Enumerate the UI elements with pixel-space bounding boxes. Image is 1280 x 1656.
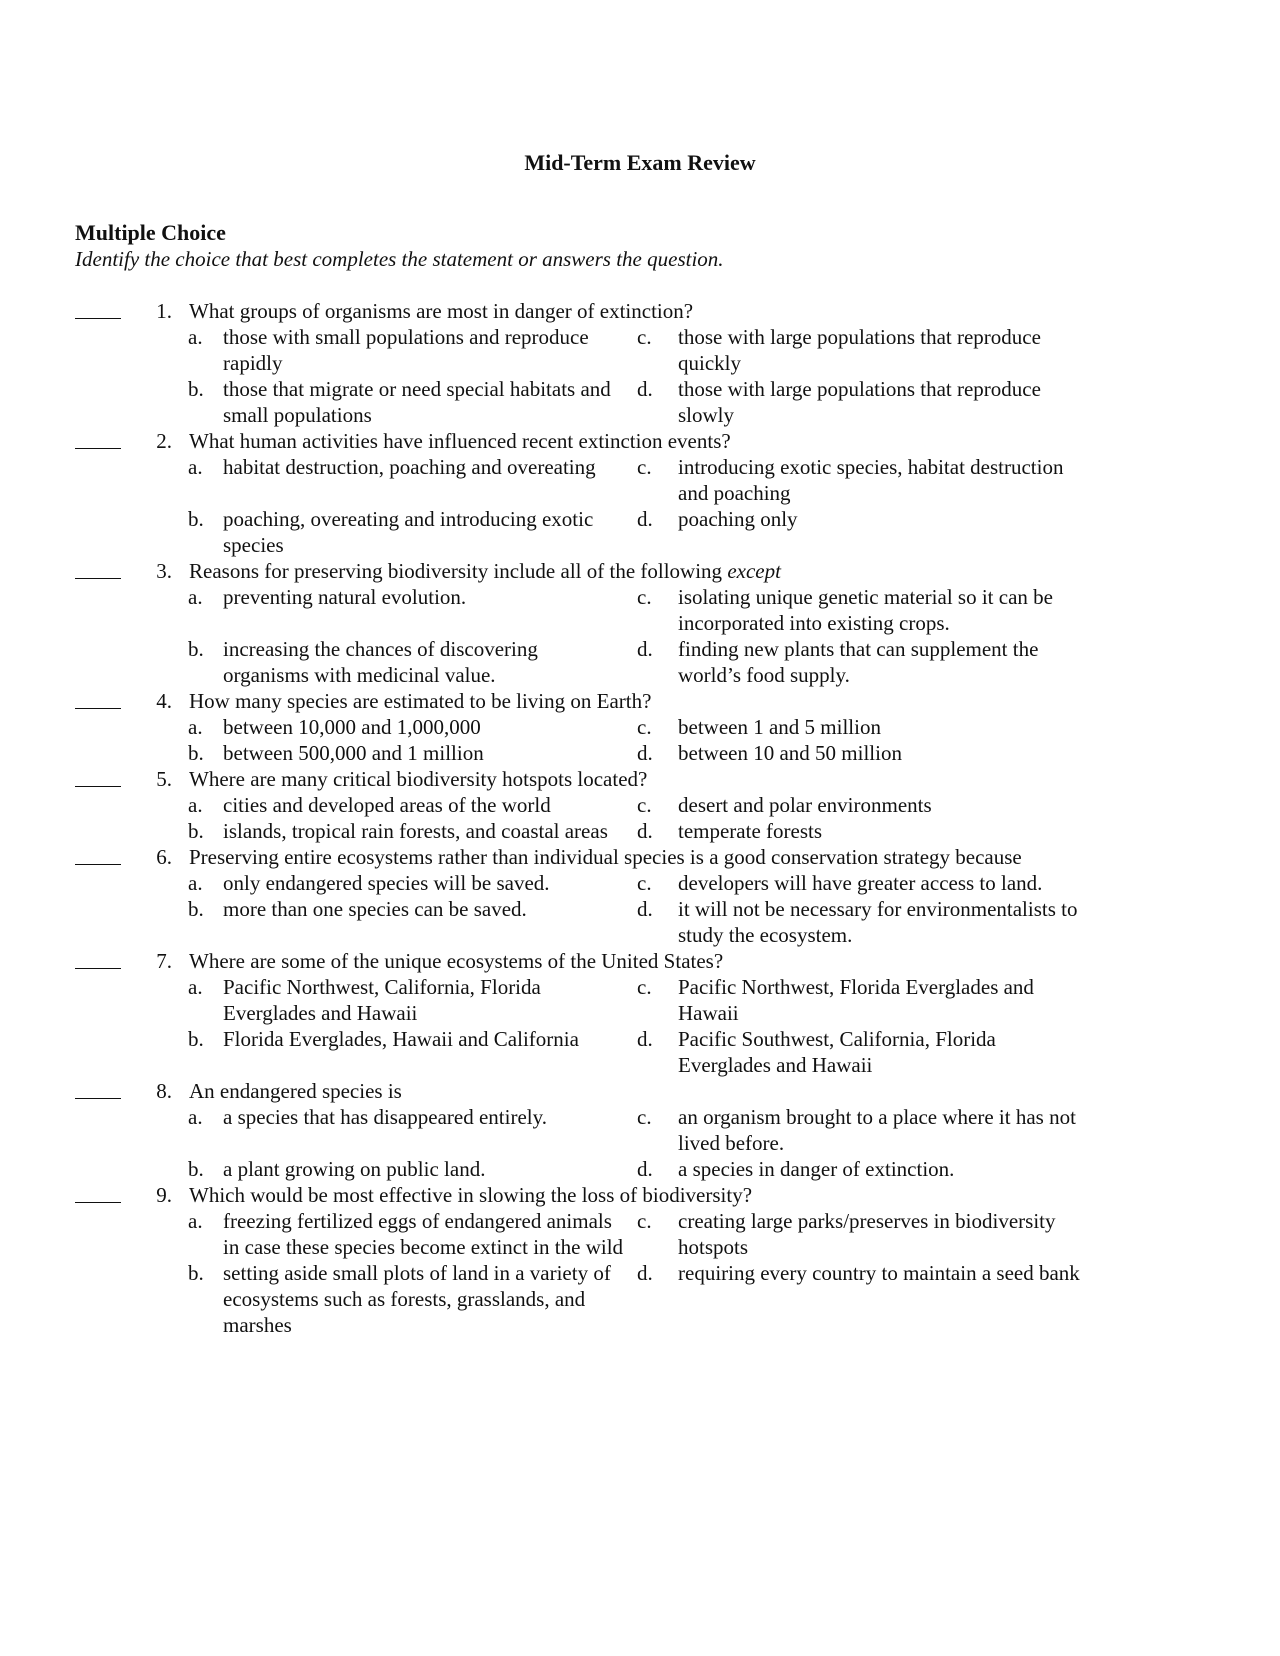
- answer-options: [188, 870, 1280, 948]
- option-text: requiring every country to maintain a seed bank: [678, 1261, 1080, 1285]
- option-letter: b.: [188, 819, 204, 843]
- question-number: 2.: [156, 429, 172, 453]
- option-text: a species in danger of extinction.: [678, 1157, 955, 1181]
- question-header: [0, 766, 1280, 792]
- option-letter: a.: [188, 585, 203, 609]
- option-text: desert and polar environments: [678, 793, 932, 817]
- answer-options: [188, 714, 1280, 766]
- option-text: freezing fertilized eggs of endangered animals in case these species become extinct in the wild: [223, 1209, 624, 1259]
- option-letter: b.: [188, 1157, 204, 1181]
- question-text: [189, 1182, 752, 1208]
- option-text: those with large populations that reproduce slowly: [678, 377, 1041, 427]
- question-text-main: What groups of organisms are most in danger of extinction?: [189, 299, 694, 323]
- option-letter: a.: [188, 455, 203, 479]
- question-item: [0, 558, 1280, 688]
- option-letter: d.: [637, 1027, 653, 1051]
- question-number: 9.: [156, 1183, 172, 1207]
- option-letter: a.: [188, 1209, 203, 1233]
- question-text: [189, 948, 723, 974]
- question-text-main: Where are many critical biodiversity hotspots located?: [189, 767, 648, 791]
- option-text: a plant growing on public land.: [223, 1157, 486, 1181]
- option-letter: d.: [637, 897, 653, 921]
- section-heading: Multiple Choice: [75, 220, 226, 245]
- option-letter: c.: [637, 975, 652, 999]
- option-text: only endangered species will be saved.: [223, 871, 550, 895]
- page-title: Mid-Term Exam Review: [524, 150, 756, 175]
- option-text: increasing the chances of discovering organisms with medicinal value.: [223, 637, 538, 687]
- question-header: [0, 1078, 1280, 1104]
- option-text: a species that has disappeared entirely.: [223, 1105, 548, 1129]
- option-letter: b.: [188, 377, 204, 401]
- option-letter: b.: [188, 1261, 204, 1285]
- option-letter: c.: [637, 585, 652, 609]
- question-item: [0, 298, 1280, 428]
- option-letter: d.: [637, 741, 653, 765]
- option-letter: a.: [188, 325, 203, 349]
- option-letter: a.: [188, 793, 203, 817]
- option-letter: c.: [637, 1209, 652, 1233]
- question-text: [189, 844, 1022, 870]
- question-text-main: How many species are estimated to be living on Earth?: [189, 689, 652, 713]
- option-text: creating large parks/preserves in biodiversity hotspots: [678, 1209, 1056, 1259]
- option-text: more than one species can be saved.: [223, 897, 527, 921]
- option-letter: b.: [188, 507, 204, 531]
- option-letter: d.: [637, 1157, 653, 1181]
- option-text: poaching only: [678, 507, 798, 531]
- question-text-emphasis: except: [727, 559, 781, 583]
- option-text: between 500,000 and 1 million: [223, 741, 484, 765]
- question-number: 5.: [156, 767, 172, 791]
- option-text: between 1 and 5 million: [678, 715, 881, 739]
- question-number: 8.: [156, 1079, 172, 1103]
- question-text-main: Reasons for preserving biodiversity include all of the following: [189, 559, 723, 583]
- option-text: temperate forests: [678, 819, 823, 843]
- answer-options: [188, 974, 1280, 1078]
- option-letter: a.: [188, 1105, 203, 1129]
- option-letter: c.: [637, 793, 652, 817]
- option-letter: d.: [637, 637, 653, 661]
- option-letter: c.: [637, 871, 652, 895]
- option-text: poaching, overeating and introducing exotic species: [223, 507, 594, 557]
- option-text: Pacific Northwest, Florida Everglades and Hawaii: [678, 975, 1034, 1025]
- option-text: those with large populations that reproduce quickly: [678, 325, 1041, 375]
- option-text: Pacific Northwest, California, Florida Everglades and Hawaii: [223, 975, 541, 1025]
- option-text: cities and developed areas of the world: [223, 793, 551, 817]
- question-text: [189, 428, 731, 454]
- question-item: [0, 1078, 1280, 1182]
- option-letter: b.: [188, 637, 204, 661]
- question-number: 3.: [156, 559, 172, 583]
- option-text: those with small populations and reproduce rapidly: [223, 325, 589, 375]
- question-item: [0, 948, 1280, 1078]
- option-text: preventing natural evolution.: [223, 585, 467, 609]
- option-text: developers will have greater access to land.: [678, 871, 1043, 895]
- option-letter: d.: [637, 819, 653, 843]
- question-text-main: An endangered species is: [189, 1079, 402, 1103]
- question-header: [0, 428, 1280, 454]
- question-header: [0, 558, 1280, 584]
- question-number: 7.: [156, 949, 172, 973]
- question-item: [0, 428, 1280, 558]
- option-letter: d.: [637, 1261, 653, 1285]
- question-text-main: Where are some of the unique ecosystems of the United States?: [189, 949, 724, 973]
- answer-options: [188, 584, 1280, 688]
- option-letter: b.: [188, 897, 204, 921]
- option-letter: a.: [188, 715, 203, 739]
- question-number: 4.: [156, 689, 172, 713]
- question-text-main: What human activities have influenced recent extinction events?: [189, 429, 731, 453]
- option-letter: c.: [637, 455, 652, 479]
- question-text-main: Preserving entire ecosystems rather than individual species is a good conservation strategy because: [189, 845, 1022, 869]
- question-list: [0, 298, 1280, 1338]
- option-letter: c.: [637, 325, 652, 349]
- option-text: those that migrate or need special habitats and small populations: [223, 377, 611, 427]
- question-header: [0, 688, 1280, 714]
- question-number: 1.: [156, 299, 172, 323]
- question-text: [189, 298, 693, 324]
- question-header: [0, 1182, 1280, 1208]
- question-text-main: Which would be most effective in slowing the loss of biodiversity?: [189, 1183, 753, 1207]
- option-letter: d.: [637, 377, 653, 401]
- question-item: [0, 766, 1280, 844]
- option-letter: a.: [188, 871, 203, 895]
- option-text: isolating unique genetic material so it can be incorporated into existing crops.: [678, 585, 1053, 635]
- answer-options: [188, 1208, 1280, 1338]
- option-letter: c.: [637, 1105, 652, 1129]
- answer-options: [188, 1104, 1280, 1182]
- answer-options: [188, 792, 1280, 844]
- question-text: [189, 688, 651, 714]
- question-header: [0, 948, 1280, 974]
- option-letter: d.: [637, 507, 653, 531]
- question-header: [0, 844, 1280, 870]
- instructions: Identify the choice that best completes the statement or answers the question.: [75, 247, 724, 271]
- question-item: [0, 844, 1280, 948]
- option-text: Pacific Southwest, California, Florida Everglades and Hawaii: [678, 1027, 996, 1077]
- option-text: Florida Everglades, Hawaii and California: [223, 1027, 579, 1051]
- option-letter: b.: [188, 741, 204, 765]
- option-letter: c.: [637, 715, 652, 739]
- question-header: [0, 298, 1280, 324]
- option-text: between 10,000 and 1,000,000: [223, 715, 481, 739]
- answer-options: [188, 324, 1280, 428]
- answer-options: [188, 454, 1280, 558]
- option-text: habitat destruction, poaching and overeating: [223, 455, 596, 479]
- option-text: islands, tropical rain forests, and coastal areas: [223, 819, 608, 843]
- option-text: setting aside small plots of land in a variety of ecosystems such as forests, grasslands, and marshes: [223, 1261, 611, 1337]
- option-text: finding new plants that can supplement the world’s food supply.: [678, 637, 1039, 687]
- question-text: [189, 1078, 402, 1104]
- option-text: an organism brought to a place where it has not lived before.: [678, 1105, 1076, 1155]
- option-text: it will not be necessary for environmentalists to study the ecosystem.: [678, 897, 1078, 947]
- option-letter: b.: [188, 1027, 204, 1051]
- question-text: [189, 558, 781, 584]
- question-number: 6.: [156, 845, 172, 869]
- question-item: [0, 1182, 1280, 1338]
- question-item: [0, 688, 1280, 766]
- option-text: introducing exotic species, habitat destruction and poaching: [678, 455, 1064, 505]
- option-text: between 10 and 50 million: [678, 741, 902, 765]
- question-text: [189, 766, 647, 792]
- option-letter: a.: [188, 975, 203, 999]
